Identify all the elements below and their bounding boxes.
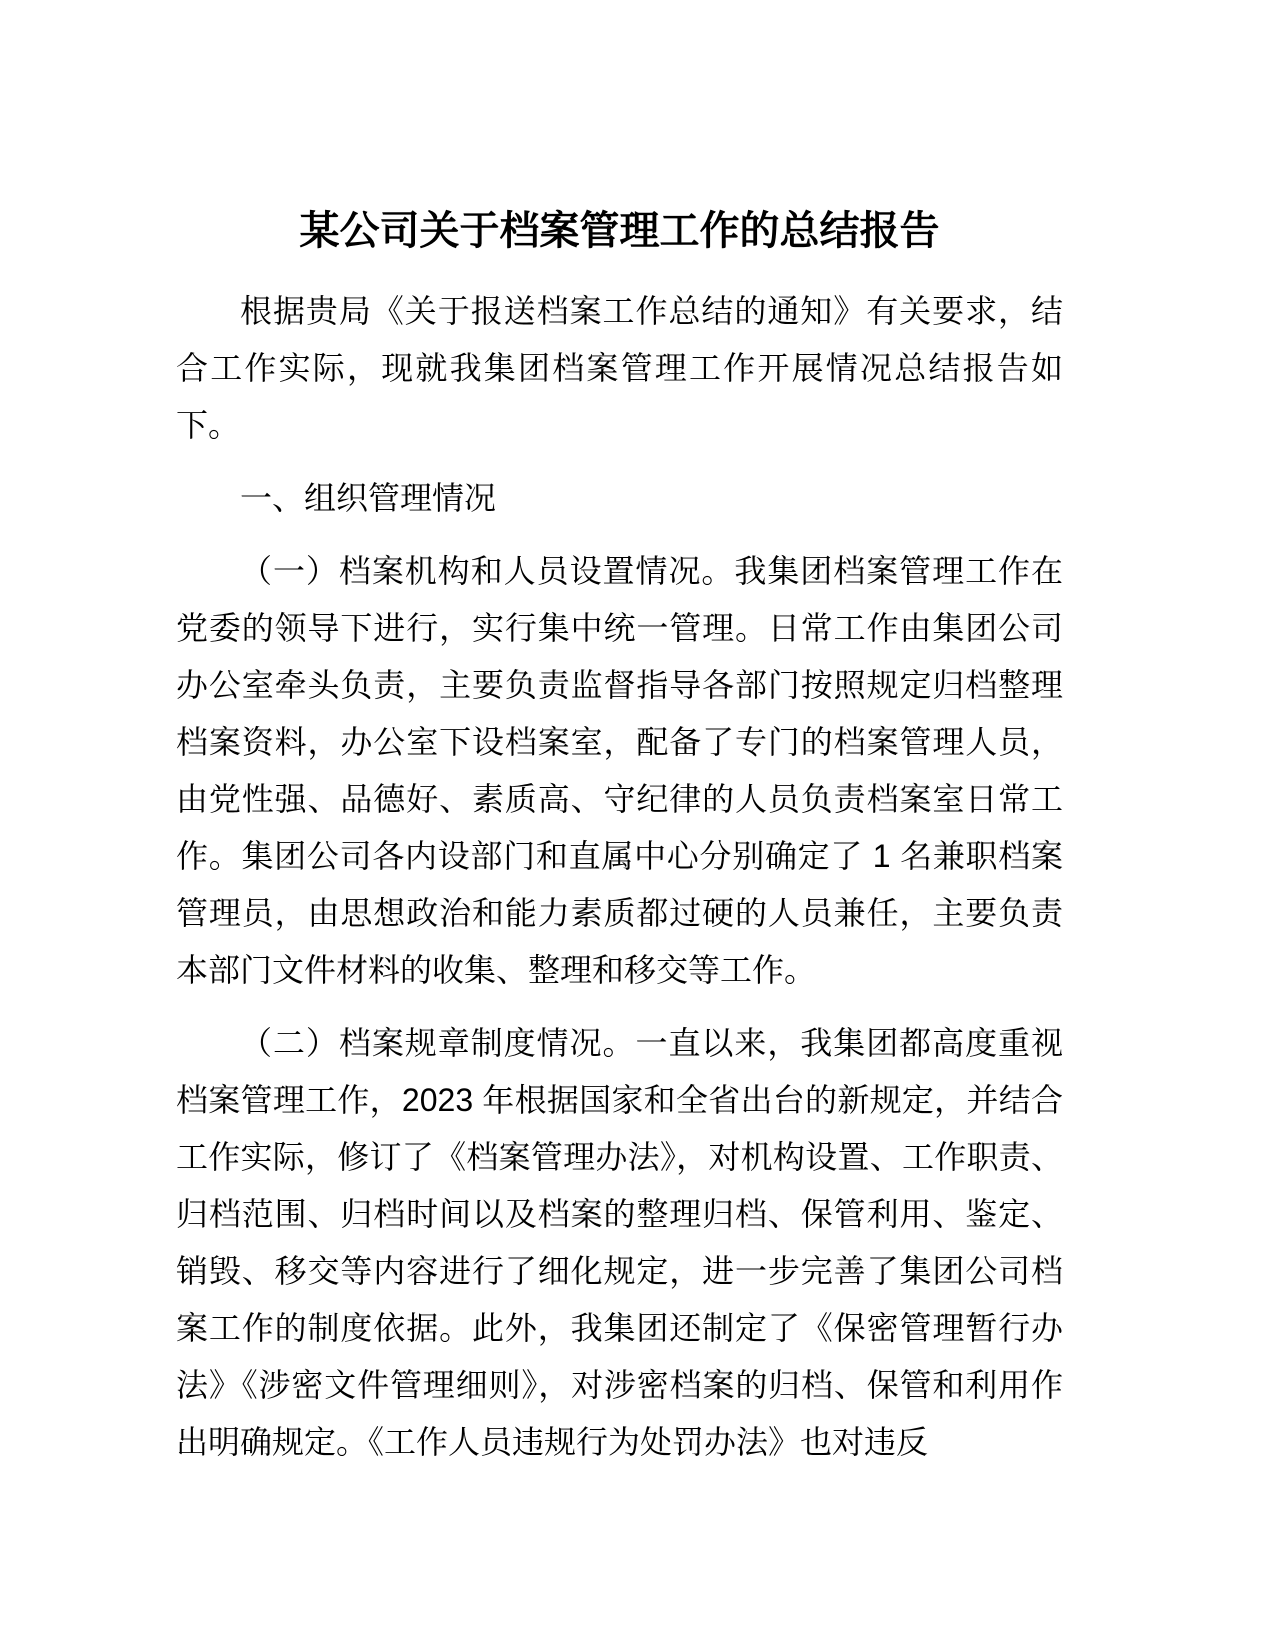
paragraph-section-1-item-2: （二）档案规章制度情况。一直以来，我集团都高度重视档案管理工作，2023 年根据国家和全省出台的新规定，并结合工作实际，修订了《档案管理办法》，对机构设置、工作职责、归档范围、归档时间以及档案的整理归档、保管利用、鉴定、销毁、移交等内容进行了细化规定，进一步完善了集团公司档案工作的制度依据。此外，我集团还制定了《保密管理暂行办法》《涉密文件管理细则》，对涉密档案的归档、保管和利用作出明确规定。《工作人员违规行为处罚办法》也对违反 [176,1025,1063,1460]
paragraph-section-1-item-1: （一）档案机构和人员设置情况。我集团档案管理工作在党委的领导下进行，实行集中统一管理。日常工作由集团公司办公室牵头负责，主要负责监督指导各部门按照规定归档整理档案资料，办公室下设档案室，配备了专门的档案管理人员，由党性强、品德好、素质高、守纪律的人员负责档案室日常工作。集团公司各内设部门和直属中心分别确定了 1 名兼职档案管理员，由思想政治和能力素质都过硬的人员兼任，主要负责本部门文件材料的收集、整理和移交等工作。 [176,553,1063,988]
document-title: 某公司关于档案管理工作的总结报告 [299,209,940,253]
section-heading-1: 一、组织管理情况 [240,480,497,516]
paragraph-intro: 根据贵局《关于报送档案工作总结的通知》有关要求，结合工作实际，现就我集团档案管理工作开展情况总结报告如下。 [176,293,1063,443]
